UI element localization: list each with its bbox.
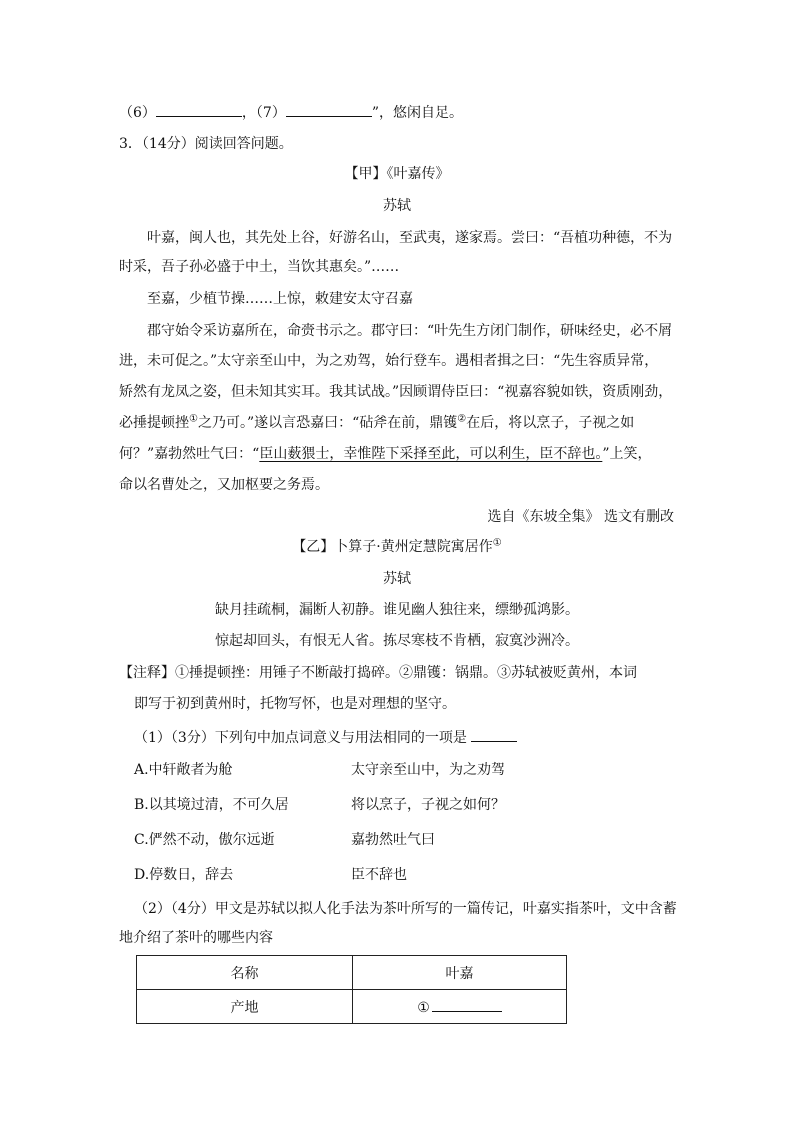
subquestion-2-line1: （2）（4分）甲文是苏轼以拟人化手法为茶叶所写的一篇传记，叶嘉实指茶叶，文中含蓄 [134, 901, 677, 917]
jia-p3-line3: 矫然有龙凤之姿，但未知其实耳。我其试战。”因顾谓侍臣曰：“视嘉容貌如铁，资质刚劲， [119, 384, 673, 400]
option-b[interactable] [134, 795, 674, 815]
q2-tail-line [119, 102, 463, 123]
answer-blank-origin[interactable] [432, 997, 502, 1012]
table-row-answer-cell [353, 990, 567, 1024]
table-row-label-origin: 产地 [137, 990, 353, 1024]
table-header-row [137, 956, 567, 990]
footnote-mark-3: ① [492, 537, 502, 549]
jia-line5-part-a: 何？”嘉勃然吐气曰：“ [119, 446, 260, 462]
answer-blank-6[interactable] [156, 102, 242, 117]
subquestion-2-line2: 地介绍了茶叶的哪些内容 [119, 930, 273, 946]
yi-title-text: 【乙】卜算子·黄州定慧院寓居作 [292, 539, 493, 555]
table-header-name: 名称 [137, 956, 353, 990]
jia-p3-line4 [119, 413, 634, 433]
option-b-left: B.以其境过清，不可久居 [134, 797, 289, 813]
answer-blank-7[interactable] [286, 102, 372, 117]
subquestion-1-stem [134, 727, 517, 748]
jia-line4-part-b: 之乃可。”遂以言恐嘉曰：“砧斧在前，鼎镬 [197, 415, 458, 431]
table-header-yejia: 叶嘉 [353, 956, 567, 990]
notes-line-2: 即写于初到黄州时，托物写怀，也是对理想的坚守。 [134, 696, 456, 712]
option-b-right: 将以烹子，子视之如何？ [351, 797, 505, 813]
tea-info-table [136, 955, 567, 1024]
jia-line4-part-c: 在后，将以烹子，子视之如 [466, 415, 635, 431]
footnote-mark-1: ① [189, 413, 198, 425]
option-d-left: D.停数日，辞去 [134, 867, 234, 883]
jia-line5-part-c: ”上笑， [602, 446, 652, 462]
jia-title: 【甲】《叶嘉传》 [344, 166, 450, 182]
jia-p3-line5 [119, 444, 652, 464]
notes-line-1: 【注释】①捶提顿挫：用锤子不断敲打捣碎。②鼎镬：锅鼎。③苏轼被贬黄州，本词 [119, 665, 637, 681]
blank-label-7: ，（7） [241, 105, 286, 121]
jia-author: 苏轼 [383, 198, 411, 214]
answer-blank-sub1[interactable] [471, 727, 517, 742]
option-d[interactable] [134, 865, 674, 885]
poem-line-2: 惊起却回头，有恨无人省。拣尽寒枝不肯栖，寂寞沙洲冷。 [215, 633, 579, 649]
q2-tail-text: ”，悠闲自足。 [371, 105, 464, 121]
jia-line4-part-a: 必捶提顿挫 [119, 415, 189, 431]
option-a-left: A.中轩敞者为舱 [134, 762, 233, 778]
jia-source: 选自《东坡全集》 选文有删改 [487, 509, 674, 525]
jia-p2: 至嘉，少植节操……上惊，敕建安太守召嘉 [147, 291, 413, 307]
jia-p1-line1: 叶嘉，闽人也，其先处上谷，好游名山，至武夷，遂家焉。尝曰：“吾植功种德，不为 [147, 230, 673, 246]
jia-p3-line6: 命以名曹处之，又加枢要之务焉。 [119, 477, 329, 493]
option-c[interactable] [134, 830, 674, 850]
jia-p1-line2: 时采，吾子孙必盛于中土，当饮其惠矣。”…… [119, 259, 400, 275]
option-c-right: 嘉勃然吐气曰 [351, 832, 435, 848]
question-3-header: 3．（14分）阅读回答问题。 [119, 136, 293, 152]
subquestion-1-text: （1）（3分）下列句中加点词意义与用法相同的一项是 [134, 730, 467, 746]
answer-mark-1: ① [417, 1000, 430, 1016]
yi-title [0, 537, 794, 557]
table-row [137, 990, 567, 1024]
option-c-left: C.俨然不动，傲尔远逝 [134, 832, 275, 848]
poem-line-1: 缺月挂疏桐，漏断人初静。谁见幽人独往来，缥缈孤鸿影。 [215, 602, 579, 618]
footnote-mark-2: ② [457, 413, 467, 425]
underlined-sentence: 臣山薮猥士，幸惟陛下采择至此，可以利生，臣不辞也。 [259, 446, 603, 462]
blank-label-6: （6） [119, 105, 156, 121]
yi-author: 苏轼 [383, 571, 411, 587]
option-a-right: 太守亲至山中，为之劝驾 [351, 762, 505, 778]
option-a[interactable] [134, 760, 674, 780]
jia-p3-line1: 郡守始令采访嘉所在，命赍书示之。郡守曰：“叶先生方闭门制作，研味经史，必不屑 [147, 323, 673, 339]
option-d-right: 臣不辞也 [351, 867, 407, 883]
jia-p3-line2: 进，未可促之。”太守亲至山中，为之劝驾，始行登车。遇相者揖之曰：“先生容质异常， [119, 353, 659, 369]
